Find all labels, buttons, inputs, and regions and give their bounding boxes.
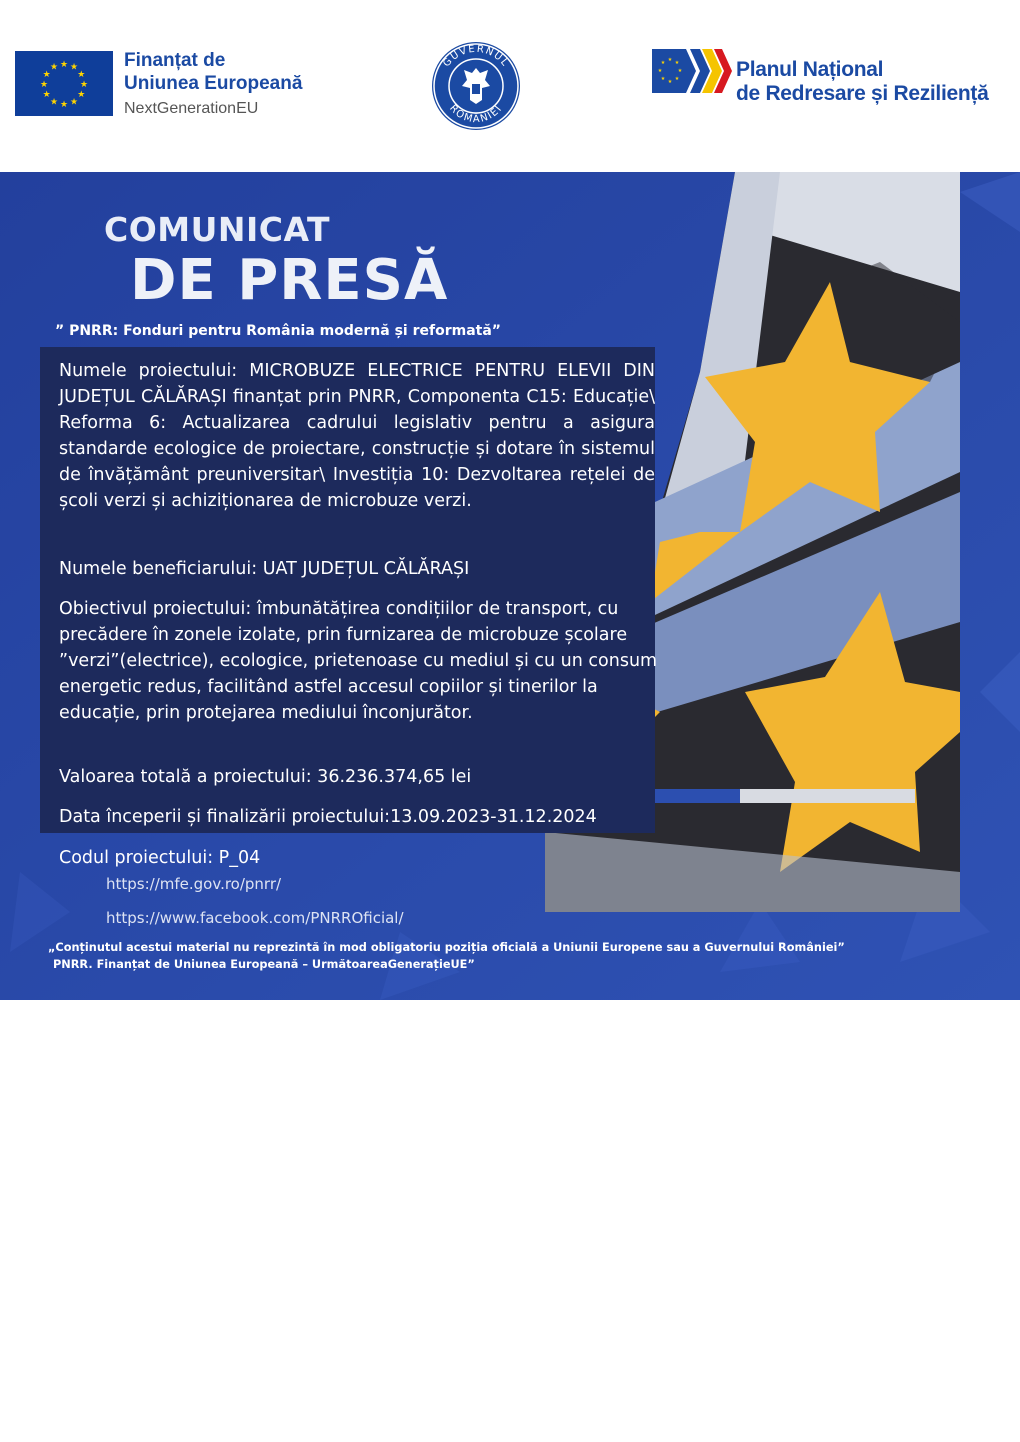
svg-text:★: ★ bbox=[59, 100, 69, 110]
disclaimer-line2: PNRR. Finanțat de Uniunea Europeană – UrmătoareaGenerațieUE” bbox=[53, 958, 475, 971]
pnrr-label bbox=[736, 58, 989, 106]
mfe-link[interactable]: https://mfe.gov.ro/pnrr/ bbox=[106, 875, 282, 893]
svg-text:★: ★ bbox=[77, 70, 86, 80]
svg-text:★: ★ bbox=[660, 60, 666, 66]
eu-funding-label bbox=[124, 49, 302, 121]
eu-line3: NextGenerationEU bbox=[124, 100, 259, 117]
press-release-banner bbox=[0, 172, 1020, 1000]
svg-text:★: ★ bbox=[42, 90, 51, 100]
guvernul-romaniei-seal-icon bbox=[430, 40, 522, 132]
title-de-presa: DE PRESĂ bbox=[130, 248, 449, 313]
svg-text:★: ★ bbox=[674, 60, 680, 66]
project-objective: Obiectivul proiectului: îmbunătățirea condițiilor de transport, cu precădere în zonele izolate, prin furnizarea de microbuze școlare ”verzi”(electrice), ecologice, prietenoase cu mediul și cu un consum energetic redus, facilitând astfel accesul copiilor și tinerilor la educație, prin protejarea mediului înconjurător. bbox=[59, 599, 658, 723]
svg-text:★: ★ bbox=[49, 97, 59, 108]
pnrr-line1: Planul Național bbox=[736, 58, 884, 81]
svg-text:★: ★ bbox=[667, 57, 673, 63]
project-name: Numele proiectului: MICROBUZE ELECTRICE PENTRU ELEVII DIN JUDEȚUL CĂLĂRAȘI finanțat prin PNRR, Componenta C15: Educație\ Reforma 6: Actualizarea cadrului legislativ pentru a asigura standarde ecologice de proiectare, construcție și dotare în sistemul de învățământ preuniversitar\ Investiția 10: Dezvoltarea rețelei de școli verzi și achiziționarea de microbuze verzi. bbox=[59, 361, 655, 511]
beneficiary: Numele beneficiarului: UAT JUDEȚUL CĂLĂRAȘI bbox=[59, 559, 470, 579]
facebook-link[interactable]: https://www.facebook.com/PNRROficial/ bbox=[106, 909, 404, 927]
svg-text:ROMÂNIEI: ROMÂNIEI bbox=[447, 102, 505, 126]
project-dates: Data începerii și finalizării proiectului:13.09.2023-31.12.2024 bbox=[59, 807, 597, 827]
slogan: ” PNRR: Fonduri pentru România modernă și reformată” bbox=[55, 323, 501, 339]
svg-text:★: ★ bbox=[59, 60, 69, 70]
pnrr-line2: de Redresare și Reziliență bbox=[736, 82, 989, 105]
title-comunicat: COMUNICAT bbox=[104, 210, 331, 249]
svg-text:★: ★ bbox=[42, 70, 51, 80]
eu-line1: Finanțat de bbox=[124, 50, 226, 71]
svg-text:★: ★ bbox=[79, 80, 89, 90]
svg-text:★: ★ bbox=[39, 80, 49, 90]
pnrr-logo-icon bbox=[652, 49, 732, 93]
svg-text:★: ★ bbox=[49, 62, 59, 73]
svg-text:★: ★ bbox=[677, 68, 683, 74]
disclaimer-line1: „Conținutul acestui material nu reprezintă în mod obligatoriu poziția oficială a Uniunii Europene sau a Guvernului României” bbox=[48, 941, 845, 954]
svg-text:★: ★ bbox=[69, 62, 79, 73]
eu-line2: Uniunea Europeană bbox=[124, 73, 303, 94]
svg-text:GUVERNUL: GUVERNUL bbox=[441, 43, 511, 70]
eu-flag-icon bbox=[15, 51, 113, 116]
disclaimer bbox=[48, 939, 845, 973]
svg-text:★: ★ bbox=[77, 90, 86, 100]
svg-text:★: ★ bbox=[674, 76, 680, 82]
svg-text:★: ★ bbox=[667, 79, 673, 85]
project-code: Codul proiectului: P_04 bbox=[59, 848, 261, 868]
project-value: Valoarea totală a proiectului: 36.236.374,65 lei bbox=[59, 767, 472, 787]
svg-text:★: ★ bbox=[69, 97, 79, 108]
svg-text:★: ★ bbox=[660, 76, 666, 82]
svg-text:★: ★ bbox=[657, 68, 663, 74]
